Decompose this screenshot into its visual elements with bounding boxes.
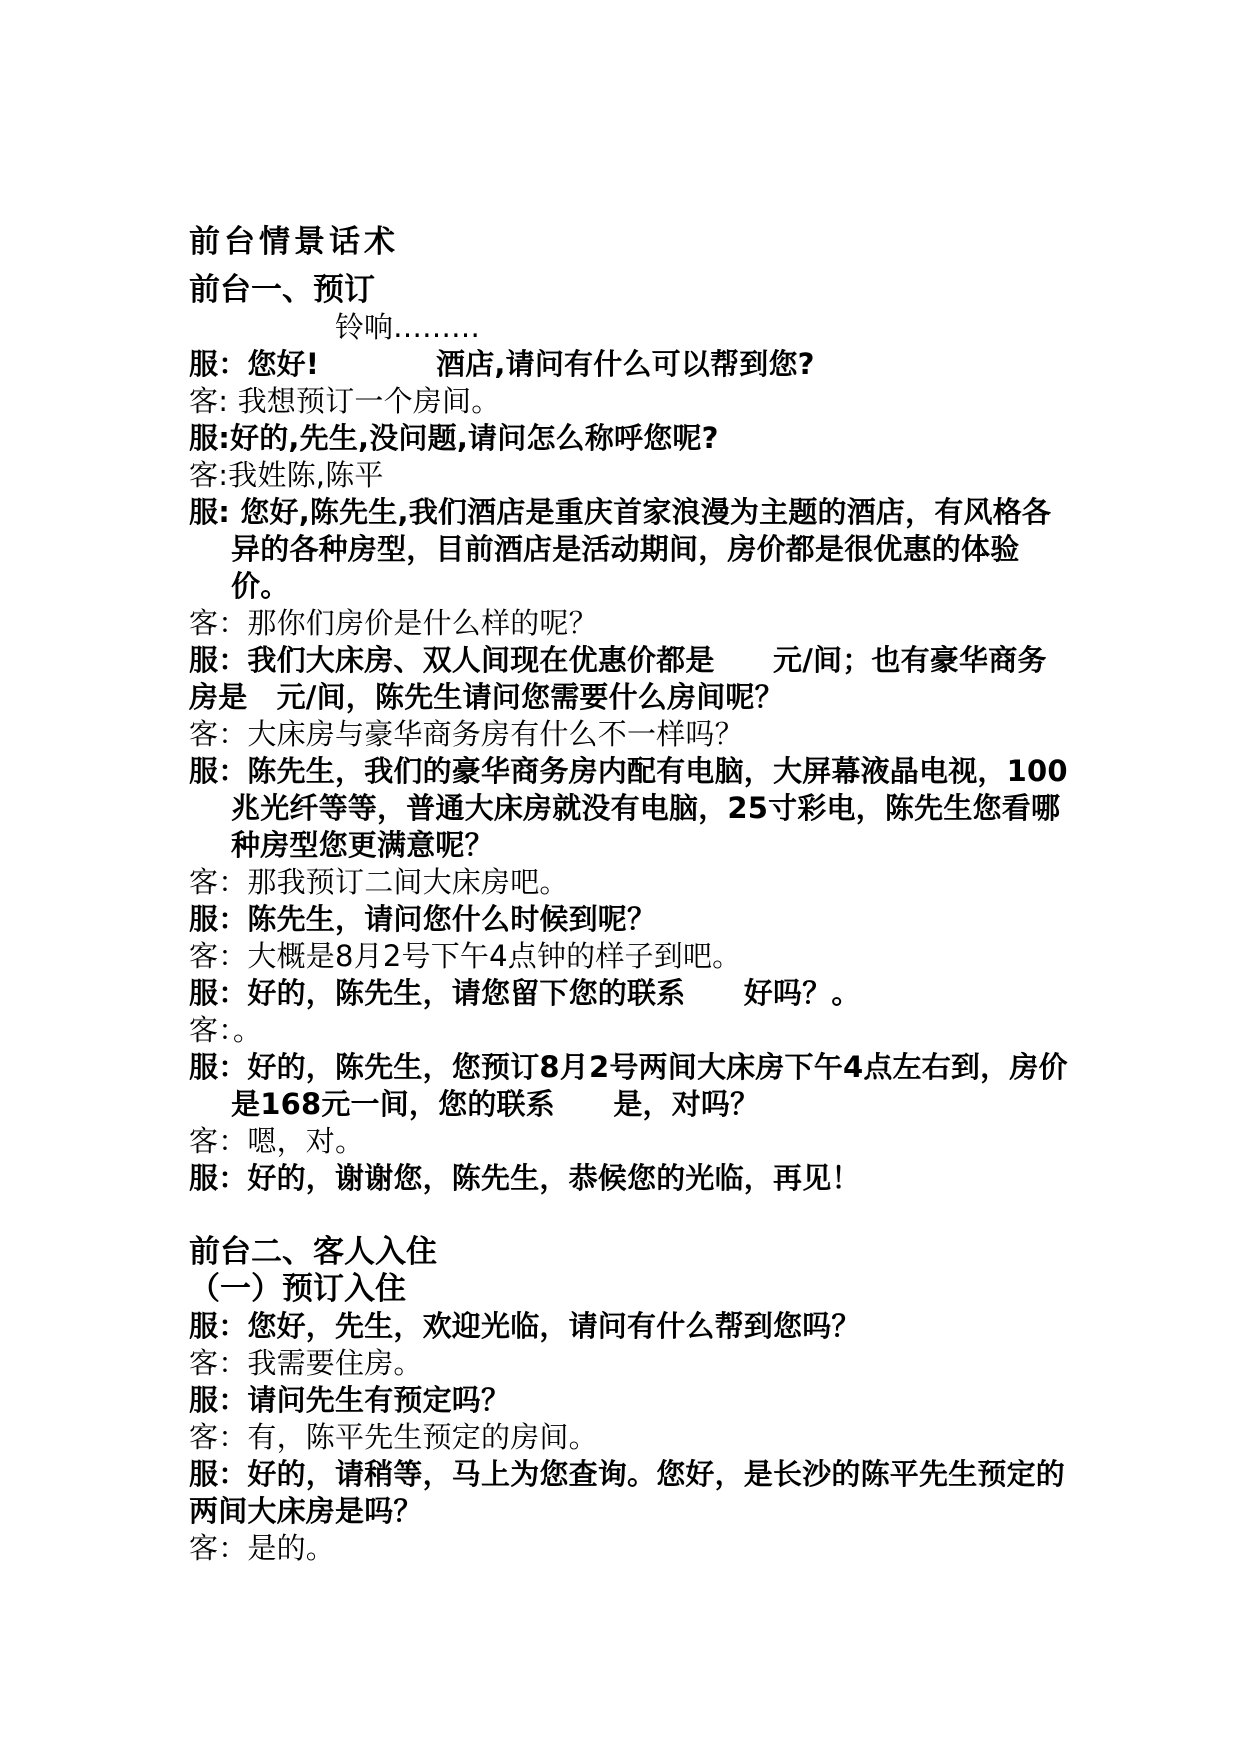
document-body — [189, 222, 1069, 1567]
dialogue-line-staff: 服：好的，请稍等，马上为您查询。您好，是长沙的陈平先生预定的两间大床房是吗？ — [189, 1457, 1066, 1528]
ring-text: 铃响……… — [335, 310, 481, 344]
dialogue-line-staff: 服: 您好,陈先生,我们酒店是重庆首家浪漫为主题的酒店，有风格各异的各种房型，目前酒店是活动期间，房价都是很优惠的体验价。 — [189, 495, 1052, 603]
dialogue-line-guest: 客：有，陈平先生预定的房间。 — [189, 1420, 598, 1454]
dialogue-line-staff: 服：好的，陈先生，请您留下您的联系 好吗？。 — [189, 976, 861, 1010]
dialogue-line-guest: 客：那你们房价是什么样的呢？ — [189, 606, 598, 640]
dialogue-line-staff: 服：您好，先生，欢迎光临，请问有什么帮到您吗？ — [189, 1309, 861, 1343]
dialogue-line-staff: 服：陈先生，我们的豪华商务房内配有电脑，大屏幕液晶电视，100兆光纤等等，普通大床房就没有电脑，25寸彩电，陈先生您看哪种房型您更满意呢？ — [189, 754, 1068, 862]
dialogue-line-guest: 客：嗯，对。 — [189, 1124, 365, 1158]
dialogue-line-staff: 服：好的，陈先生，您预订8月2号两间大床房下午4点左右到，房价是168元一间，您的联系 是，对吗？ — [189, 1050, 1068, 1121]
dialogue-line-staff: 服：我们大床房、双人间现在优惠价都是 元/间；也有豪华商务房是 元/间，陈先生请问您需要什么房间呢？ — [189, 643, 1047, 714]
dialogue-line-guest: 客：是的。 — [189, 1531, 336, 1565]
dialogue-line-staff: 服：您好! 酒店,请问有什么可以帮到您? — [189, 347, 815, 381]
dialogue-line-staff: 服：陈先生，请问您什么时候到呢？ — [189, 902, 657, 936]
subsection-heading-reserved-check-in: （一）预订入住 — [189, 1271, 406, 1307]
section-heading-check-in: 前台二、客人入住 — [189, 1234, 437, 1270]
dialogue-line-staff: 服：请问先生有预定吗？ — [189, 1383, 511, 1417]
dialogue-line-staff: 服:好的,先生,没问题,请问怎么称呼您呢? — [189, 421, 719, 455]
dialogue-line-guest: 客：那我预订二间大床房吧。 — [189, 865, 569, 899]
dialogue-line-guest: 客：大床房与豪华商务房有什么不一样吗？ — [189, 717, 744, 751]
dialogue-line-guest: 客：。 — [189, 1013, 263, 1047]
dialogue-line-staff: 服：好的，谢谢您，陈先生，恭候您的光临，再见！ — [189, 1161, 861, 1195]
document-title: 前台情景话术 — [189, 224, 399, 260]
section-spacer — [189, 1197, 1069, 1234]
dialogue-line-guest: 客:我姓陈,陈平 — [189, 458, 384, 492]
dialogue-line-guest: 客：我需要住房。 — [189, 1346, 423, 1380]
section-heading-reservation: 前台一、预订 — [189, 272, 375, 308]
dialogue-line-guest: 客：大概是8月2号下午4点钟的样子到吧。 — [189, 939, 742, 973]
dialogue-line-guest: 客: 我想预订一个房间。 — [189, 384, 501, 418]
